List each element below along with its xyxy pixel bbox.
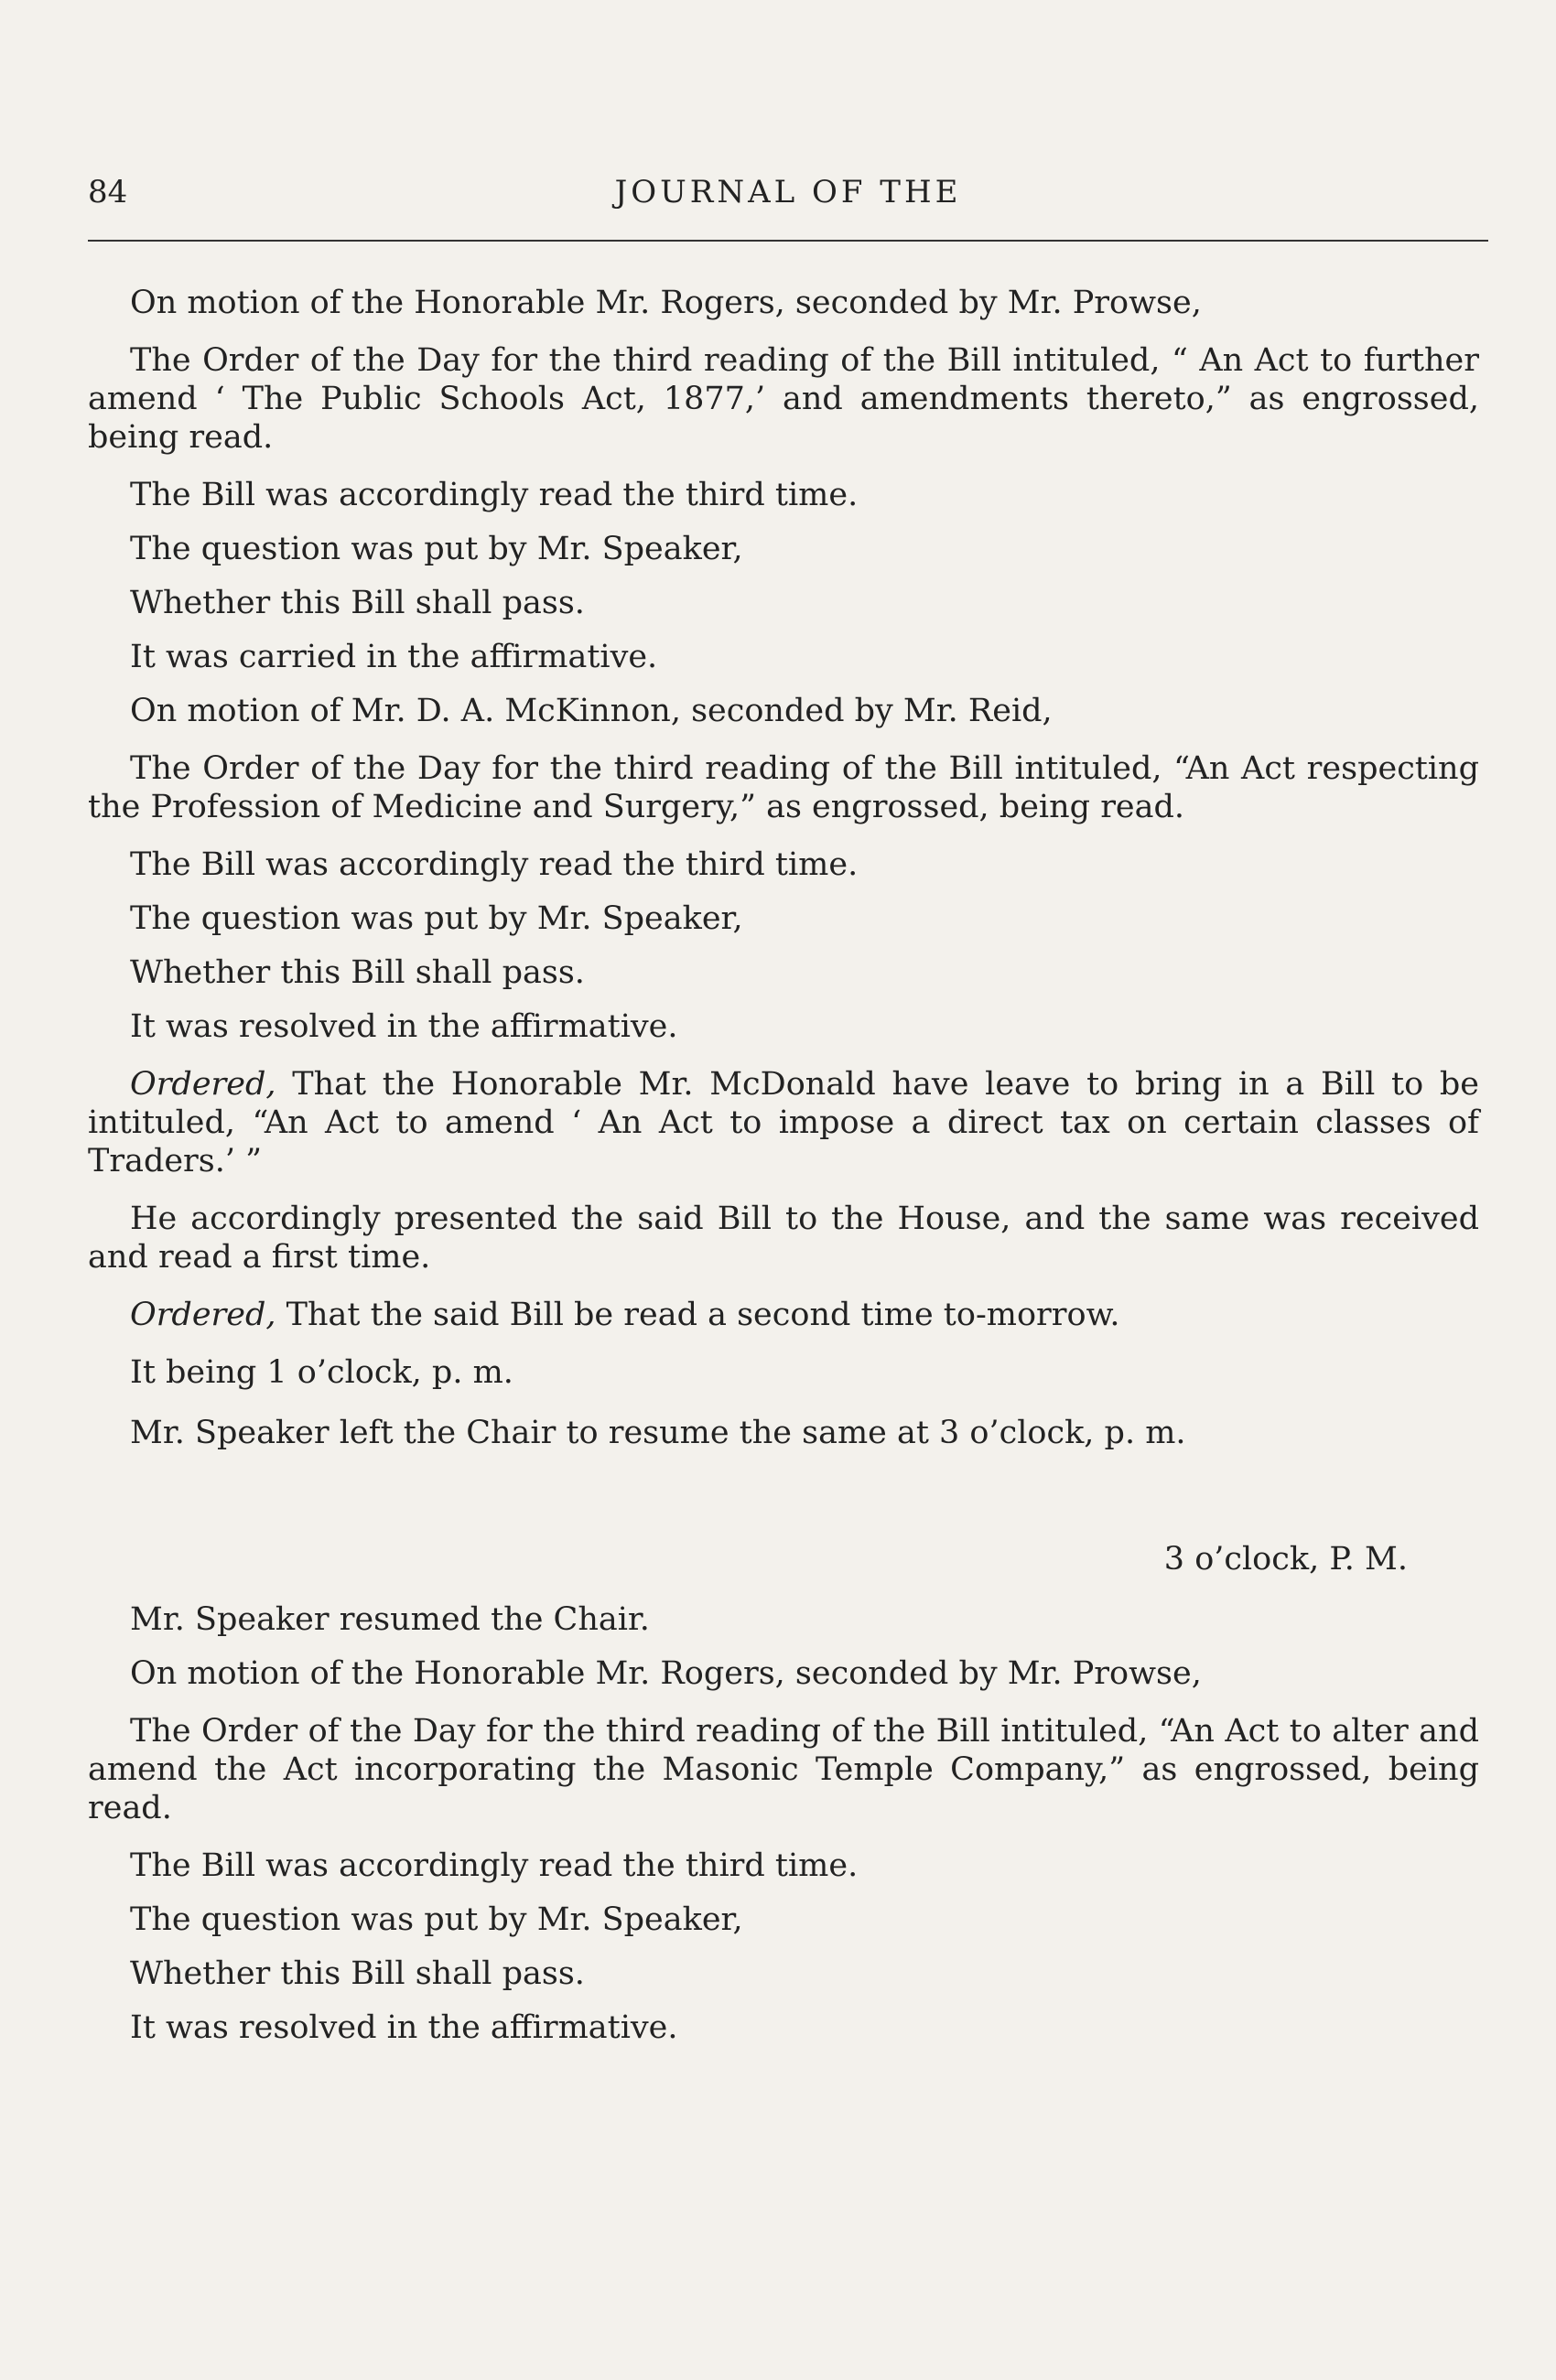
paragraph: The Bill was accordingly read the third time. [130,846,859,883]
paragraph: The Bill was accordingly read the third time. [130,477,859,513]
paragraph: The question was put by Mr. Speaker, [130,531,743,567]
paragraph [88,1296,1479,1334]
paragraph-text: That the said Bill be read a second time to-morrow. [276,1297,1120,1333]
ordered-lead: Ordered, [130,1066,276,1103]
paragraph: He accordingly presented the said Bill to the House, and the same was received and read a first time. [88,1201,1479,1276]
session-timestamp: 3 o’clock, P. M. [1163,1541,1408,1578]
paragraph: On motion of the Honorable Mr. Rogers, seconded by Mr. Prowse, [130,1655,1202,1692]
journal-body [88,284,1479,2047]
paragraph: On motion of the Honorable Mr. Rogers, seconded by Mr. Prowse, [130,285,1202,321]
paragraph: Whether this Bill shall pass. [130,954,585,991]
page-number: 84 [88,174,128,210]
paragraph: The Order of the Day for the third reading of the Bill intituled, “ An Act to further amend ‘ The Public Schools Act, 1877,’ and amendments thereto,” as engrossed, being read. [88,342,1479,456]
paragraph: The question was put by Mr. Speaker, [130,1901,743,1938]
paragraph: The Order of the Day for the third reading of the Bill intituled, “An Act respecting the Profession of Medicine and Surgery,” as engrossed, being read. [88,750,1479,825]
paragraph: Whether this Bill shall pass. [130,585,585,621]
paragraph: Mr. Speaker resumed the Chair. [130,1601,650,1638]
paragraph [88,1065,1479,1180]
running-head: JOURNAL OF THE [614,174,962,210]
page-header [88,174,1488,220]
paragraph: Whether this Bill shall pass. [130,1955,585,1992]
paragraph: On motion of Mr. D. A. McKinnon, seconded by Mr. Reid, [130,693,1053,729]
paragraph: The Order of the Day for the third reading of the Bill intituled, “An Act to alter and amend the Act incorporating the Masonic Temple Company,” as engrossed, being read. [88,1713,1479,1826]
header-rule [88,240,1488,242]
paragraph: It was resolved in the affirmative. [130,2009,678,2046]
paragraph: It being 1 o’clock, p. m. [130,1354,513,1391]
paragraph: It was resolved in the affirmative. [130,1008,678,1045]
paragraph: Mr. Speaker left the Chair to resume the same at 3 o’clock, p. m. [130,1415,1186,1451]
ordered-lead: Ordered, [130,1297,276,1333]
paragraph: The question was put by Mr. Speaker, [130,900,743,937]
paragraph-text: That the Honorable Mr. McDonald have leave to bring in a Bill to be intituled, “An Act to amend ‘ An Act to impose a direct tax on certain classes of Traders.’ ” [88,1066,1479,1179]
paragraph: It was carried in the affirmative. [130,639,658,675]
paragraph: The Bill was accordingly read the third time. [130,1847,859,1884]
